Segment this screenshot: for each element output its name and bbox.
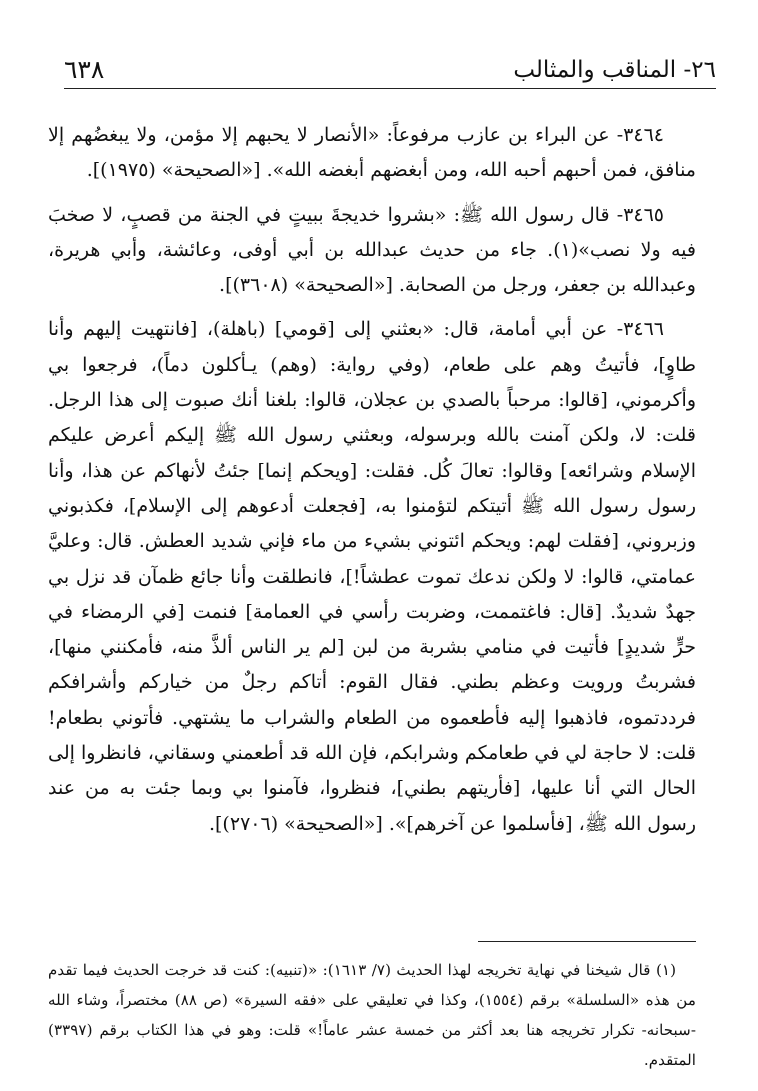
hadith-3465: ٣٤٦٥- قال رسول الله ﷺ: «بشروا خديجةَ ببيتٍ في الجنة من قصبٍ، لا صخبَ فيه ولا نصب»(١). جاء من حديث عبدالله بن أبي أوفى، وعائشة، وأبي هريرة، وعبدالله بن جعفر، ورجل من الصحابة. [«الصحيحة» (٣٦٠٨)]. [48, 203, 696, 297]
header-divider [64, 88, 716, 89]
hadith-3466: ٣٤٦٦- عن أبي أمامة، قال: «بعثني إلى [قومي] (باهلة)، [فانتهيت إليهم وأنا طاوٍ]، فأتيتُ وهم على طعام، (وفي رواية: (وهم) يـأكلون دماً)، فرجعوا بي وأكرموني، [قالوا: مرحباً بالصدي بن عجلان، قالوا: بلغنا أنك صبوت إلى هذا الرجل. قلت: لا، ولكن آمنت بالله وبرسوله، وبعثني رسول الله ﷺ إليكم أعرض عليكم الإسلام وشرائعه] وقالوا: تعالَ كُل. فقلت: [ويحكم إنما] جئتُ لأنهاكم عن هذا، وأنا رسول رسول الله ﷺ أتيتكم لتؤمنوا به، [فجعلت أدعوهم إلى الإسلام]، فكذبوني وزبروني، [فقلت لهم: ويحكم ائتوني بشيء من ماء فإني شديد العطش. قال: وعليَّ عمامتي، قالوا: لا ولكن ندعك تموت عطشاً!]، فانطلقت وأنا جائع ظمآن قد نزل بي جهدٌ شديدٌ. [قال: فاغتممت، وضربت رأسي في العمامة] فنمت [في الرمضاء في حرٍّ شديدٍ] فأتيت في منامي بشربة من لبن [لم ير الناس ألذَّ منه، فأمكنني منها]، فشربتُ ورويت وعظم بطني. فقال القوم: أتاكم رجلٌ من خياركم وأشرافكم فرددتموه، فاذهبوا إليه فأطعموه من الطعام والشراب ما يشتهي. فأتوني بطعام! قلت: لا حاجة لي في طعامكم وشرابكم، فإن الله قد أطعمني وسقاني، فانظروا إلى الحال التي أنا عليها، [فأريتهم بطني]، فنظروا، فآمنوا بي وبما جئت به من عند رسول الله ﷺ، [فأسلموا عن آخرهم]». [«الصحيحة» (٢٧٠٦)]. [48, 318, 697, 835]
chapter-title: ٢٦- المناقب والمثالب [513, 57, 716, 83]
page-number: ٦٣٨ [64, 55, 105, 84]
footnote-divider [478, 941, 696, 942]
footnote-1: (١) قال شيخنا في نهاية تخريجه لهذا الحديث (٧/ ١٦١٣): «(تنبيه): كنت قد خرجت الحديث فيما تقدم من هذه «السلسلة» برقم (١٥٥٤)، وكذا في تعليقي على «فقه السيرة» (ص ٨٨) مختصراً، وشاء الله -سبحانه- تكرار تخريجه هنا بعد أكثر من خمسة عشر عاماً!» قلت: وهو في هذا الكتاب برقم (٣٣٩٧) المتقدم. [48, 961, 696, 1069]
running-header [64, 52, 716, 86]
main-text [48, 118, 696, 851]
hadith-3464: ٣٤٦٤- عن البراء بن عازب مرفوعاً: «الأنصار لا يحبهم إلا مؤمن، ولا يبغضُهم إلا منافق، فمن أحبهم أحبه الله، ومن أبغضهم أبغضه الله». [«الصحيحة» (١٩٧٥)]. [48, 124, 696, 182]
